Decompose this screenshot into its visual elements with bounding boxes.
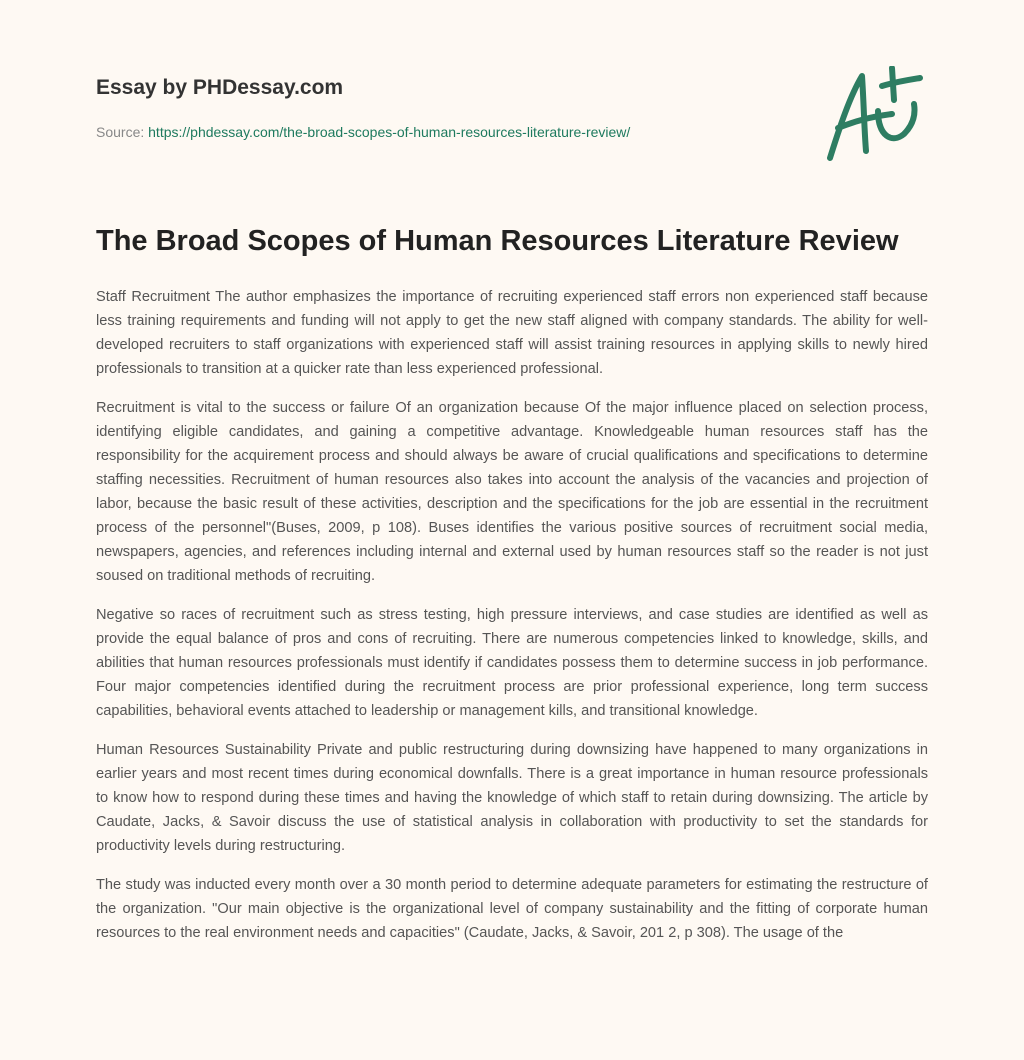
a-plus-logo-icon [820,66,930,166]
article-title: The Broad Scopes of Human Resources Literature Review [96,225,899,257]
source-line [96,124,630,140]
paragraph: Staff Recruitment The author emphasizes the importance of recruiting experienced staff errors non experienced staff because less training requirements and funding will not apply to get the new staff aligned with company standards. The ability for well-developed recruiters to staff organizations with experienced staff will assist training resources in applying skills to newly hired professionals to transition at a quicker rate than less experienced professional. [96,289,928,377]
paragraph: Negative so races of recruitment such as stress testing, high pressure interviews, and case studies are identified as well as provide the equal balance of pros and cons of recruiting. There are numerous competencies linked to knowledge, skills, and abilities that human resources professionals must identify if candidates possess them to determine success in job performance. Four major competencies identified during the recruitment process are prior professional experience, long term success capabilities, behavioral events attached to leadership or management kills, and transitional knowledge. [96,607,928,719]
site-header [96,76,343,100]
source-link[interactable]: https://phdessay.com/the-broad-scopes-of-human-resources-literature-review/ [148,124,631,140]
paragraph: Human Resources Sustainability Private and public restructuring during downsizing have happened to many organizations in earlier years and most recent times during economical downfalls. There is a great importance in human resource professionals to know how to respond during these times and having the knowledge of which staff to retain during downsizing. The article by Caudate, Jacks, & Savoir discuss the use of statistical analysis in collaboration with productivity to set the standards for productivity levels during restructuring. [96,742,928,854]
article-body [96,285,928,960]
paragraph: Recruitment is vital to the success or failure Of an organization because Of the major influence placed on selection process, identifying eligible candidates, and gaining a competitive advantage. Knowledgeable human resources staff has the responsibility for the acquirement process and should always be aware of crucial qualifications and specifications to determine staffing necessities. Recruitment of human resources also takes into account the analysis of the vacancies and projection of labor, because the basic result of these activities, description and the specifications for the job are essential in the recruitment process of the personnel"(Buses, 2009, p 108). Buses identifies the various positive sources of recruitment social media, newspapers, agencies, and references including internal and external used by human resources staff so the reader is not just soused on traditional methods of recruiting. [96,400,928,584]
source-label: Source: [96,124,149,140]
paragraph: The study was inducted every month over a 30 month period to determine adequate parameters for estimating the restructure of the organization. "Our main objective is the organizational level of company sustainability and the fitting of corporate human resources to the real environment needs and capacities" (Caudate, Jacks, & Savoir, 201 2, p 308). The usage of the [96,877,928,941]
brand-title: Essay by PHDessay.com [96,76,344,99]
